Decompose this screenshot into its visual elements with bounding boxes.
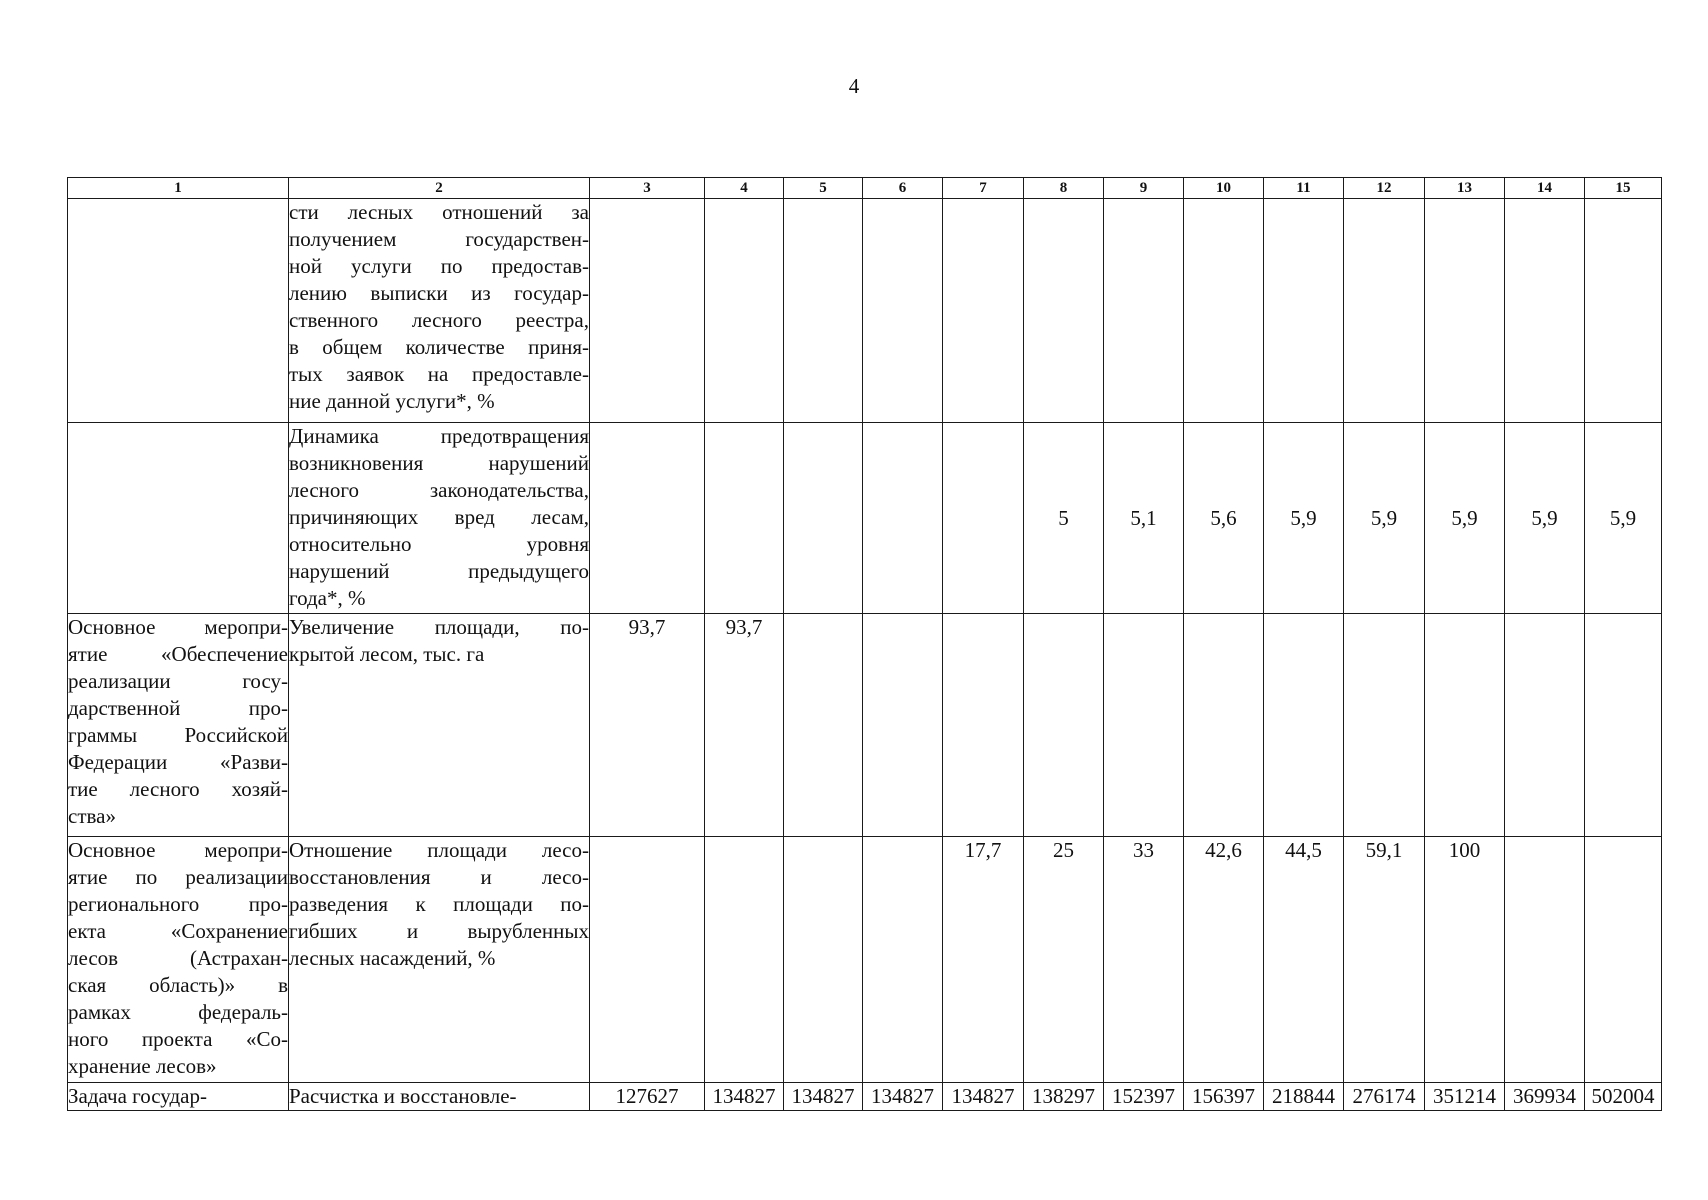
value-cell [863,423,943,614]
value-cell [705,199,784,423]
table-row [68,199,1662,423]
text-line: дарственной про- [68,696,288,720]
value-cell [784,614,863,837]
column-number-cell: 15 [1585,178,1662,199]
value-cell [784,837,863,1083]
text-line: тых заявок на предоставле- [289,362,589,386]
text-line: регионального про- [68,892,288,916]
column-number-cell: 13 [1425,178,1505,199]
text-line: рамках федераль- [68,1000,288,1024]
text-line: ной услуги по предостав- [289,254,589,278]
text-line: Основное меропри- [68,838,288,862]
column-number-cell: 9 [1104,178,1184,199]
page-number: 4 [848,74,860,98]
value-cell [1184,614,1264,837]
value-cell [1425,614,1505,837]
value-cell: 5,9 [1264,423,1344,614]
text-line: восстановления и лесо- [289,865,589,889]
value-cell [1505,199,1585,423]
column-number-cell: 4 [705,178,784,199]
text-line: гибших и вырубленных [289,919,589,943]
value-cell: 351214 [1425,1083,1505,1111]
value-cell [863,614,943,837]
value-cell [1024,199,1104,423]
value-cell [1264,199,1344,423]
value-cell: 5,9 [1505,423,1585,614]
value-cell: 369934 [1505,1083,1585,1111]
text-line: ская область)» в [68,973,288,997]
text-line: года*, % [289,586,366,610]
text-line: Федерации «Разви- [68,750,288,774]
text-line: крытой лесом, тыс. га [289,642,485,666]
value-cell [943,614,1024,837]
value-cell: 134827 [863,1083,943,1111]
column-number-cell: 3 [590,178,705,199]
value-cell: 134827 [784,1083,863,1111]
value-cell: 218844 [1264,1083,1344,1111]
text-line: реализации госу- [68,669,288,693]
indicator-cell [289,837,590,1083]
activity-cell [68,614,289,837]
value-cell: 59,1 [1344,837,1425,1083]
column-number-cell: 10 [1184,178,1264,199]
value-cell: 152397 [1104,1083,1184,1111]
value-cell [1184,199,1264,423]
value-cell [1585,614,1662,837]
value-cell [1505,614,1585,837]
table-row [68,837,1662,1083]
value-cell: 127627 [590,1083,705,1111]
value-cell [943,423,1024,614]
value-cell [590,423,705,614]
text-line: Задача государ- [68,1084,207,1108]
value-cell: 100 [1425,837,1505,1083]
value-cell [1104,199,1184,423]
value-cell [1344,614,1425,837]
text-line: Увеличение площади, по- [289,615,589,639]
value-cell: 44,5 [1264,837,1344,1083]
value-cell: 25 [1024,837,1104,1083]
activity-cell [68,1083,289,1111]
value-cell [590,199,705,423]
column-number-cell: 12 [1344,178,1425,199]
text-line: ства» [68,804,116,828]
value-cell [705,837,784,1083]
value-cell: 42,6 [1184,837,1264,1083]
text-line: тие лесного хозяй- [68,777,288,801]
text-line: ятие «Обеспечение [68,642,288,666]
text-line: хранение лесов» [68,1054,217,1078]
text-line: Расчистка и восстановле- [289,1084,517,1108]
value-cell: 5,9 [1425,423,1505,614]
text-line: ятие по реализации [68,865,288,889]
text-line: относительно уровня [289,532,589,556]
value-cell: 5,9 [1585,423,1662,614]
text-line: граммы Российской [68,723,288,747]
text-line: лению выписки из государ- [289,281,589,305]
value-cell: 5,1 [1104,423,1184,614]
text-line: ние данной услуги*, % [289,389,495,413]
table-row [68,1083,1662,1111]
text-line: Динамика предотвращения [289,424,589,448]
value-cell [784,423,863,614]
column-number-cell: 5 [784,178,863,199]
value-cell: 502004 [1585,1083,1662,1111]
value-cell: 5,9 [1344,423,1425,614]
value-cell: 134827 [705,1083,784,1111]
value-cell [1425,199,1505,423]
value-cell: 17,7 [943,837,1024,1083]
activity-cell [68,199,289,423]
table-row [68,614,1662,837]
text-line: Отношение площади лесо- [289,838,589,862]
text-line: сти лесных отношений за [289,200,589,224]
column-number-cell: 11 [1264,178,1344,199]
value-cell [705,423,784,614]
column-number-cell: 7 [943,178,1024,199]
indicator-cell [289,614,590,837]
value-cell [784,199,863,423]
text-line: причиняющих вред лесам, [289,505,589,529]
value-cell: 156397 [1184,1083,1264,1111]
text-line: нарушений предыдущего [289,559,589,583]
value-cell: 33 [1104,837,1184,1083]
column-number-cell: 6 [863,178,943,199]
column-number-cell: 1 [68,178,289,199]
indicator-cell [289,199,590,423]
text-line: лесного законодательства, [289,478,589,502]
text-line: возникновения нарушений [289,451,589,475]
activity-cell [68,423,289,614]
text-line: в общем количестве приня- [289,335,589,359]
activity-cell [68,837,289,1083]
text-line: ственного лесного реестра, [289,308,589,332]
indicator-cell [289,423,590,614]
column-number-cell: 8 [1024,178,1104,199]
value-cell [1024,614,1104,837]
table-row [68,423,1662,614]
text-line: екта «Сохранение [68,919,288,943]
column-number-cell: 2 [289,178,590,199]
value-cell [1585,837,1662,1083]
value-cell [943,199,1024,423]
value-cell: 276174 [1344,1083,1425,1111]
value-cell [863,199,943,423]
value-cell [1505,837,1585,1083]
value-cell [1585,199,1662,423]
value-cell [1344,199,1425,423]
value-cell [590,837,705,1083]
value-cell [1264,614,1344,837]
value-cell [863,837,943,1083]
text-line: получением государствен- [289,227,589,251]
value-cell [1104,614,1184,837]
text-line: Основное меропри- [68,615,288,639]
column-number-cell: 14 [1505,178,1585,199]
text-line: ного проекта «Со- [68,1027,288,1051]
value-cell: 93,7 [590,614,705,837]
indicator-cell [289,1083,590,1111]
value-cell: 134827 [943,1083,1024,1111]
text-line: лесов (Астрахан- [68,946,288,970]
indicators-table [67,177,1662,1111]
value-cell: 138297 [1024,1083,1104,1111]
value-cell: 5 [1024,423,1104,614]
column-number-row [68,178,1662,199]
value-cell: 93,7 [705,614,784,837]
text-line: разведения к площади по- [289,892,589,916]
value-cell: 5,6 [1184,423,1264,614]
text-line: лесных насаждений, % [289,946,496,970]
